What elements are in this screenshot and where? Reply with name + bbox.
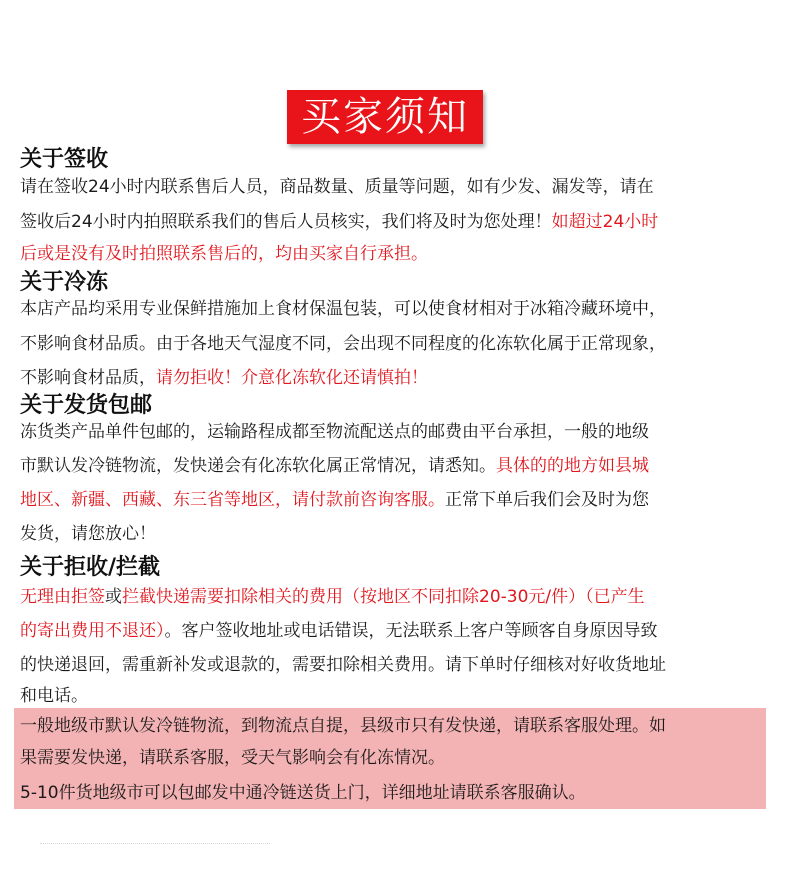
frozen-line-3	[20, 367, 428, 389]
highlight-span: 地区、新疆、西藏、东三省等地区，请付款前咨询客服。	[20, 490, 445, 510]
shipping-line-3	[20, 489, 649, 511]
highlight-span: 拦截快递需要扣除相关的费用（按地区不同扣除20-30元/件）（已产生	[122, 587, 645, 607]
shipping-line-1	[20, 421, 649, 443]
frozen-line-2	[20, 333, 666, 355]
highlight-span: 具体的的地方如县城	[496, 456, 649, 476]
section-heading-shipping: 关于发货包邮	[20, 393, 153, 418]
highlight-span: 无理由拒签	[20, 587, 105, 607]
section-heading-frozen: 关于冷冻	[20, 270, 109, 295]
text-span: 发货，请您放心！	[20, 524, 156, 544]
highlight-span: 如超过24小时	[551, 212, 659, 232]
reject-line-4	[20, 685, 88, 707]
text-span: 本店产品均采用专业保鲜措施加上食材保温包装，可以使食材相对于冰箱冷藏环境中，	[20, 299, 666, 319]
sign-line-3	[20, 243, 428, 265]
highlight-span: 的寄出费用不退还）	[20, 621, 165, 641]
text-span: 签收后24小时内拍照联系我们的售后人员核实，我们将及时为您处理！	[20, 212, 552, 232]
highlight-span: 后或是没有及时拍照联系售后的，均由买家自行承担。	[20, 244, 428, 264]
text-span: 。客户签收地址或电话错误，无法联系上客户等顾客自身原因导致	[164, 621, 658, 641]
notice-line-1: 一般地级市默认发冷链物流，到物流点自提，县级市只有发快递，请联系客服处理。如	[20, 716, 666, 736]
section-heading-reject: 关于拒收/拦截	[20, 555, 161, 580]
text-span: 冻货类产品单件包邮的，运输路程成都至物流配送点的邮费由平台承担，一般的地级	[20, 422, 649, 442]
text-span: 或	[105, 587, 122, 607]
reject-line-1	[20, 586, 645, 608]
text-span: 请在签收24小时内联系售后人员，商品数量、质量等问题，如有少发、漏发等，请在	[20, 177, 654, 197]
shipping-line-4	[20, 523, 156, 545]
page-title: 买家须知	[287, 90, 483, 144]
reject-line-3	[20, 654, 666, 676]
sign-line-1	[20, 176, 654, 198]
divider	[40, 843, 270, 847]
reject-line-2	[20, 620, 658, 642]
text-span: 和电话。	[20, 686, 88, 706]
sign-line-2	[20, 211, 658, 233]
text-span: 不影响食材品质。由于各地天气湿度不同，会出现不同程度的化冻软化属于正常现象，	[20, 334, 666, 354]
frozen-line-1	[20, 298, 666, 320]
notice-line-3: 5-10件货地级市可以包邮发中通冷链送货上门，详细地址请联系客服确认。	[20, 783, 586, 803]
text-span: 正常下单后我们会及时为您	[445, 490, 649, 510]
notice-line-2: 果需要发快递，请联系客服，受天气影响会有化冻情况。	[20, 748, 445, 768]
highlight-span: 请勿拒收！介意化冻软化还请慎拍！	[156, 368, 428, 388]
section-heading-sign: 关于签收	[20, 147, 109, 172]
shipping-line-2	[20, 455, 649, 477]
text-span: 不影响食材品质，	[20, 368, 156, 388]
text-span: 市默认发冷链物流，发快递会有化冻软化属正常情况，请悉知。	[20, 456, 496, 476]
text-span: 的快递退回，需重新补发或退款的，需要扣除相关费用。请下单时仔细核对好收货地址	[20, 655, 666, 675]
